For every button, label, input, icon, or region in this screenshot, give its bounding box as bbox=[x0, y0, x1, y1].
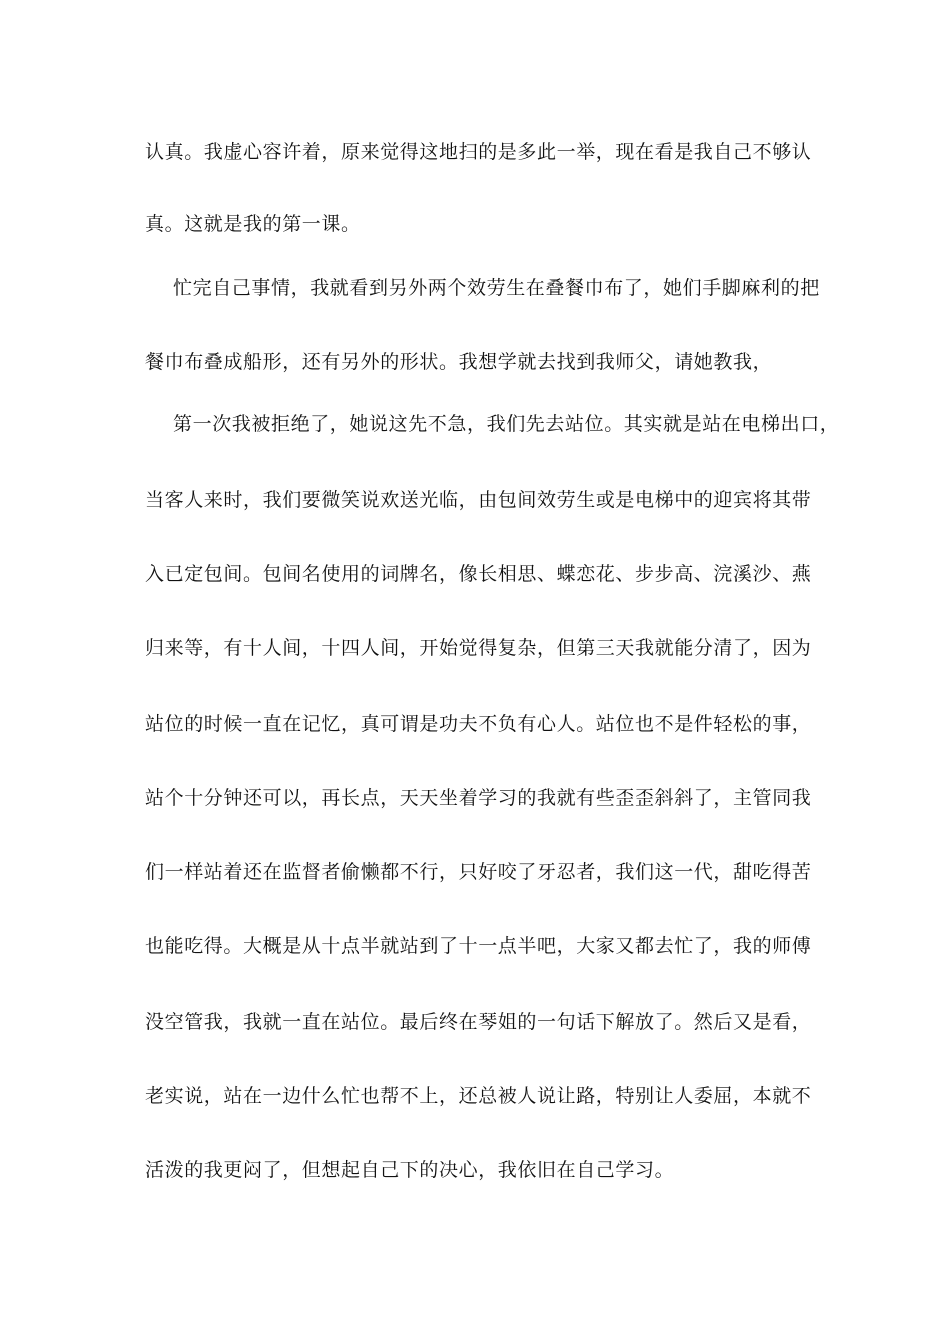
text-line: 当客人来时，我们要微笑说欢送光临，由包间效劳生或是电梯中的迎宾将其带 bbox=[145, 489, 812, 511]
paragraph-start-line: 忙完自己事情，我就看到另外两个效劳生在叠餐巾布了，她们手脚麻利的把 bbox=[173, 277, 820, 299]
text-line: 站个十分钟还可以，再长点，天天坐着学习的我就有些歪歪斜斜了，主管同我 bbox=[145, 787, 812, 809]
paragraph-start-line: 第一次我被拒绝了，她说这先不急，我们先去站位。其实就是站在电梯出口， bbox=[173, 413, 840, 435]
text-line: 站位的时候一直在记忆，真可谓是功夫不负有心人。站位也不是件轻松的事， bbox=[145, 713, 812, 735]
text-line: 们一样站着还在监督者偷懒都不行，只好咬了牙忍者，我们这一代，甜吃得苦 bbox=[145, 861, 812, 883]
text-line: 归来等，有十人间，十四人间，开始觉得复杂，但第三天我就能分清了，因为 bbox=[145, 637, 812, 659]
text-line: 没空管我，我就一直在站位。最后终在琴姐的一句话下解放了。然后又是看， bbox=[145, 1011, 812, 1033]
text-line: 老实说，站在一边什么忙也帮不上，还总被人说让路，特别让人委屈，本就不 bbox=[145, 1085, 812, 1107]
text-line: 也能吃得。大概是从十点半就站到了十一点半吧，大家又都去忙了，我的师傅 bbox=[145, 935, 812, 957]
text-line: 认真。我虚心容许着，原来觉得这地扫的是多此一举，现在看是我自己不够认 bbox=[145, 141, 812, 163]
text-line: 真。这就是我的第一课。 bbox=[145, 213, 361, 235]
text-line: 入已定包间。包间名使用的词牌名，像长相思、蝶恋花、步步高、浣溪沙、燕 bbox=[145, 563, 812, 585]
text-line: 餐巾布叠成船形，还有另外的形状。我想学就去找到我师父，请她教我， bbox=[145, 351, 773, 373]
text-line: 活泼的我更闷了，但想起自己下的决心，我依旧在自己学习。 bbox=[145, 1159, 675, 1181]
